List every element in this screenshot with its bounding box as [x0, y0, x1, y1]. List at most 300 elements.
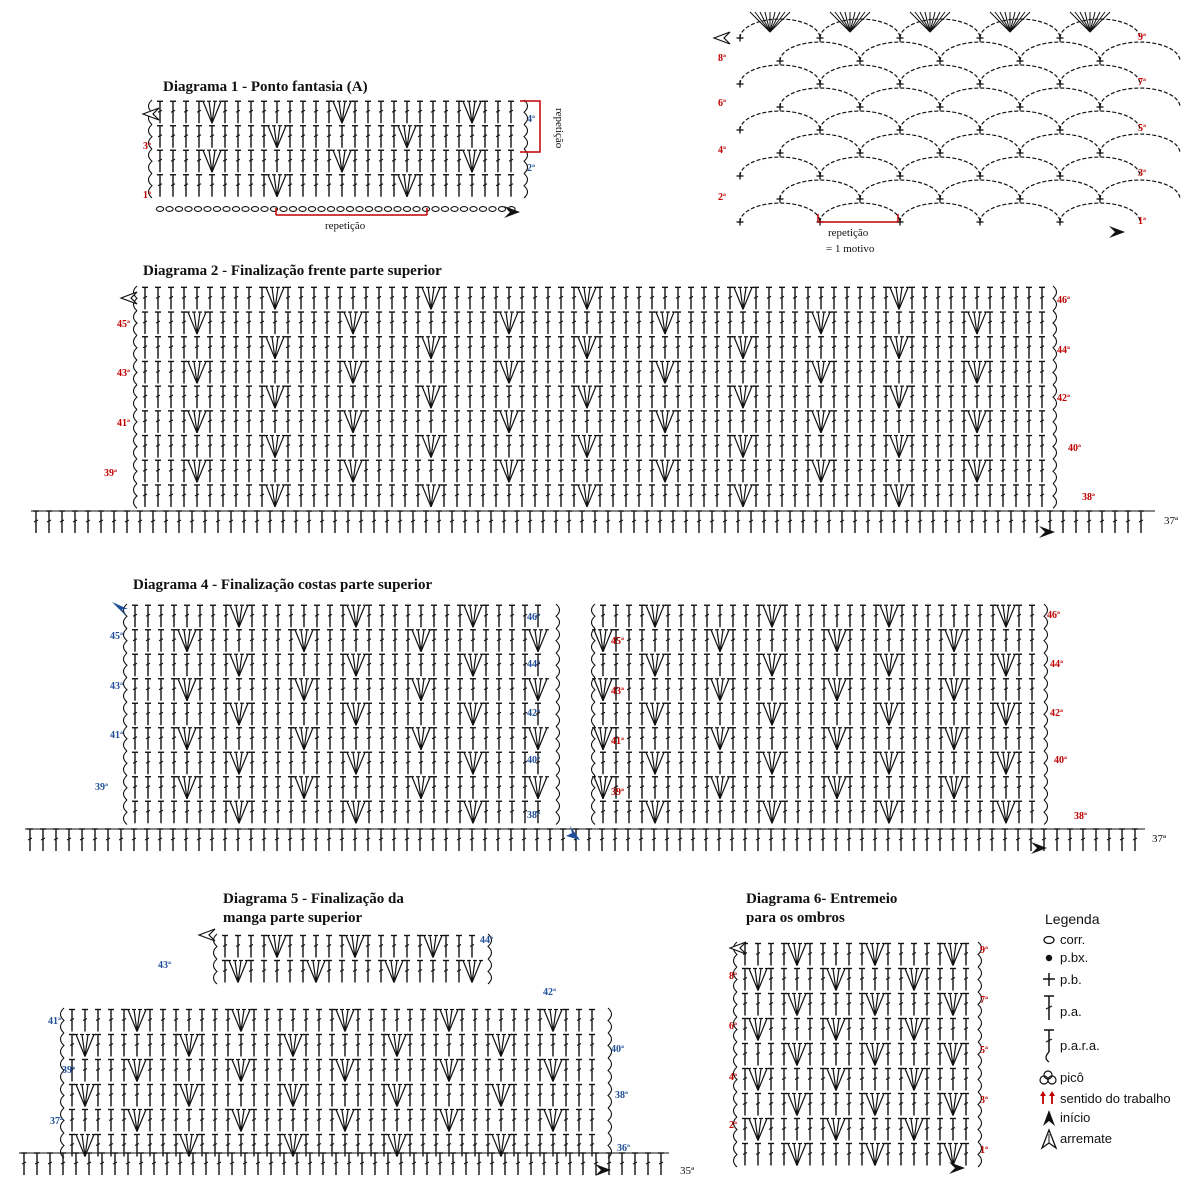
double-crochet — [701, 485, 707, 507]
double-crochet — [872, 1019, 878, 1041]
double-crochet — [147, 1060, 153, 1082]
fan-stitch — [761, 801, 783, 823]
double-crochet — [755, 1144, 761, 1166]
base-double-crochet — [709, 511, 715, 533]
fan-stitch — [266, 936, 288, 958]
double-crochet — [678, 654, 684, 676]
double-crochet — [909, 287, 915, 309]
d2-row-45: 45ª — [117, 319, 130, 330]
double-crochet — [355, 1085, 361, 1107]
base-double-crochet — [560, 829, 566, 851]
double-crochet — [727, 312, 733, 334]
double-crochet — [937, 1144, 943, 1166]
turning-chain — [1053, 360, 1057, 385]
double-crochet — [95, 1085, 101, 1107]
double-crochet — [714, 337, 720, 359]
double-crochet — [157, 150, 163, 172]
double-crochet — [857, 386, 863, 408]
double-crochet — [456, 101, 462, 123]
base-double-crochet — [306, 511, 312, 533]
double-crochet — [352, 150, 358, 172]
double-crochet — [1029, 703, 1035, 725]
chain-arch — [1100, 42, 1180, 61]
double-crochet — [898, 1069, 904, 1091]
double-crochet — [147, 1010, 153, 1032]
fan-stitch — [461, 101, 483, 123]
double-crochet — [337, 287, 343, 309]
double-crochet — [467, 411, 473, 433]
double-crochet — [326, 961, 332, 983]
double-crochet — [937, 1019, 943, 1041]
double-crochet — [610, 287, 616, 309]
double-crochet — [181, 460, 187, 482]
single-crochet — [1097, 104, 1104, 111]
diagram-2 — [31, 263, 1179, 538]
chain-stitch — [413, 207, 420, 212]
double-crochet — [779, 436, 785, 458]
turning-chain — [149, 149, 153, 174]
fan-stitch — [176, 777, 198, 799]
double-crochet — [482, 101, 488, 123]
diagram-3-repeat-label: repetição — [828, 227, 869, 239]
base-double-crochet — [1138, 511, 1144, 533]
double-crochet — [199, 1035, 205, 1057]
double-crochet — [121, 1085, 127, 1107]
double-crochet — [261, 175, 267, 197]
double-crochet — [688, 386, 694, 408]
fan-stitch — [732, 287, 754, 309]
double-crochet — [610, 485, 616, 507]
double-crochet — [376, 485, 382, 507]
double-crochet — [1003, 679, 1009, 701]
double-crochet — [381, 1060, 387, 1082]
d4-row-38-right: 38ª — [1074, 811, 1087, 822]
double-crochet — [935, 361, 941, 383]
double-crochet — [246, 411, 252, 433]
double-crochet — [340, 752, 346, 774]
double-crochet — [168, 312, 174, 334]
fan-stitch — [747, 969, 769, 991]
d2-row-43: 43ª — [117, 368, 130, 379]
fan-stitch — [747, 1119, 769, 1141]
double-crochet — [924, 1094, 930, 1116]
double-crochet — [522, 728, 528, 750]
double-crochet — [472, 1110, 478, 1132]
double-crochet — [925, 605, 931, 627]
double-crochet — [662, 337, 668, 359]
turning-chain — [978, 967, 982, 992]
double-crochet — [550, 1035, 556, 1057]
double-crochet — [132, 703, 138, 725]
double-crochet — [379, 777, 385, 799]
double-crochet — [459, 1085, 465, 1107]
double-crochet — [158, 605, 164, 627]
double-crochet — [405, 752, 411, 774]
double-crochet — [298, 361, 304, 383]
double-crochet — [496, 752, 502, 774]
fan-stitch — [293, 728, 315, 750]
double-crochet — [964, 703, 970, 725]
double-crochet — [376, 337, 382, 359]
double-crochet — [935, 436, 941, 458]
double-crochet — [155, 312, 161, 334]
double-crochet — [911, 1144, 917, 1166]
d1-finish-arrow-icon — [143, 108, 159, 120]
base-double-crochet — [72, 511, 78, 533]
double-crochet — [649, 485, 655, 507]
double-crochet — [820, 1094, 826, 1116]
double-crochet — [743, 679, 749, 701]
fan-stitch — [186, 460, 208, 482]
double-crochet — [794, 969, 800, 991]
double-crochet — [132, 605, 138, 627]
double-crochet — [121, 1010, 127, 1032]
base-double-crochet — [66, 829, 72, 851]
double-crochet — [173, 1085, 179, 1107]
double-crochet — [639, 777, 645, 799]
double-crochet — [235, 936, 241, 958]
base-double-crochet — [404, 829, 410, 851]
double-crochet — [181, 411, 187, 433]
fan-stitch — [943, 630, 965, 652]
fan-stitch — [305, 961, 327, 983]
double-crochet — [181, 337, 187, 359]
double-crochet — [311, 361, 317, 383]
double-crochet — [704, 679, 710, 701]
double-crochet — [768, 994, 774, 1016]
double-crochet — [613, 801, 619, 823]
double-crochet — [924, 994, 930, 1016]
base-double-crochet — [163, 511, 169, 533]
turning-chain — [734, 1092, 738, 1117]
base-double-crochet — [320, 1153, 326, 1175]
double-crochet — [431, 777, 437, 799]
double-crochet — [860, 801, 866, 823]
fan-stitch — [420, 337, 442, 359]
double-crochet — [145, 605, 151, 627]
double-crochet — [220, 361, 226, 383]
double-crochet — [337, 460, 343, 482]
double-crochet — [158, 801, 164, 823]
chain-arch — [740, 157, 820, 176]
double-crochet — [389, 460, 395, 482]
double-crochet — [311, 485, 317, 507]
double-crochet — [821, 654, 827, 676]
double-crochet — [363, 411, 369, 433]
double-crochet — [623, 287, 629, 309]
d2-row-42: 42ª — [1057, 393, 1070, 404]
double-crochet — [441, 436, 447, 458]
base-double-crochet — [215, 511, 221, 533]
double-crochet — [727, 436, 733, 458]
double-crochet — [392, 703, 398, 725]
chain-arch — [740, 203, 820, 222]
double-crochet — [951, 703, 957, 725]
double-crochet — [964, 801, 970, 823]
double-crochet — [285, 361, 291, 383]
chain-stitch — [451, 207, 458, 212]
double-crochet — [184, 752, 190, 774]
double-crochet — [576, 1085, 582, 1107]
double-crochet — [186, 1110, 192, 1132]
double-crochet — [259, 386, 265, 408]
double-crochet — [779, 386, 785, 408]
fan-stitch — [709, 777, 731, 799]
top-fan-stitch — [1080, 12, 1090, 32]
double-crochet — [844, 436, 850, 458]
fan-stitch — [942, 1094, 964, 1116]
double-crochet — [704, 801, 710, 823]
fan-stitch — [438, 1010, 460, 1032]
double-crochet — [1039, 287, 1045, 309]
double-crochet — [563, 1110, 569, 1132]
double-crochet — [885, 994, 891, 1016]
double-crochet — [184, 801, 190, 823]
double-crochet — [155, 361, 161, 383]
base-double-crochet — [995, 511, 1001, 533]
double-crochet — [444, 630, 450, 652]
double-crochet — [610, 411, 616, 433]
double-crochet — [483, 801, 489, 823]
double-crochet — [259, 361, 265, 383]
double-crochet — [558, 361, 564, 383]
double-crochet — [912, 679, 918, 701]
base-double-crochet — [982, 511, 988, 533]
double-crochet — [756, 728, 762, 750]
double-crochet — [909, 460, 915, 482]
double-crochet — [563, 1060, 569, 1082]
double-crochet — [132, 801, 138, 823]
double-crochet — [431, 654, 437, 676]
double-crochet — [402, 411, 408, 433]
double-crochet — [420, 1035, 426, 1057]
double-crochet — [197, 605, 203, 627]
chain-stitch — [194, 207, 201, 212]
single-crochet — [1057, 127, 1064, 134]
d1-row-3: 3ª — [143, 141, 151, 152]
double-crochet — [532, 287, 538, 309]
double-crochet — [558, 411, 564, 433]
fan-stitch — [864, 1094, 886, 1116]
double-crochet — [223, 777, 229, 799]
double-crochet — [766, 361, 772, 383]
double-crochet — [821, 679, 827, 701]
double-crochet — [691, 728, 697, 750]
base-double-crochet — [1034, 511, 1040, 533]
base-double-crochet — [937, 829, 943, 851]
double-crochet — [428, 361, 434, 383]
turning-chain — [1044, 702, 1048, 727]
double-crochet — [352, 175, 358, 197]
double-crochet — [701, 361, 707, 383]
double-crochet — [288, 654, 294, 676]
base-double-crochet — [495, 829, 501, 851]
chain-stitch — [441, 207, 448, 212]
double-crochet — [1003, 630, 1009, 652]
double-crochet — [249, 728, 255, 750]
double-crochet — [924, 1044, 930, 1066]
double-crochet — [678, 605, 684, 627]
single-crochet — [817, 81, 824, 88]
double-crochet — [987, 460, 993, 482]
double-crochet — [467, 386, 473, 408]
double-crochet — [610, 337, 616, 359]
double-crochet — [342, 1085, 348, 1107]
double-crochet — [990, 752, 996, 774]
double-crochet — [558, 386, 564, 408]
double-crochet — [925, 801, 931, 823]
double-crochet — [480, 386, 486, 408]
double-crochet — [469, 936, 475, 958]
double-crochet — [951, 605, 957, 627]
double-crochet — [859, 1119, 865, 1141]
fan-stitch — [186, 312, 208, 334]
double-crochet — [781, 1144, 787, 1166]
base-double-crochet — [1086, 511, 1092, 533]
double-crochet — [298, 460, 304, 482]
fan-stitch — [761, 605, 783, 627]
double-crochet — [220, 287, 226, 309]
double-crochet — [740, 460, 746, 482]
double-crochet — [937, 969, 943, 991]
double-crochet — [714, 312, 720, 334]
double-crochet — [420, 1085, 426, 1107]
double-crochet — [834, 654, 840, 676]
double-crochet — [688, 436, 694, 458]
double-crochet — [365, 936, 371, 958]
double-crochet — [691, 752, 697, 774]
double-crochet — [766, 485, 772, 507]
base-double-crochet — [1132, 829, 1138, 851]
chain-arch — [780, 180, 860, 199]
chain-arch — [1060, 111, 1140, 130]
base-double-crochet — [1093, 829, 1099, 851]
double-crochet — [662, 386, 668, 408]
double-crochet — [922, 361, 928, 383]
double-crochet — [342, 1035, 348, 1057]
double-crochet — [249, 777, 255, 799]
double-crochet — [428, 312, 434, 334]
double-crochet — [649, 361, 655, 383]
fan-stitch — [826, 777, 848, 799]
double-crochet — [571, 361, 577, 383]
double-crochet — [428, 460, 434, 482]
double-crochet — [355, 1035, 361, 1057]
double-crochet — [948, 312, 954, 334]
double-crochet — [794, 1019, 800, 1041]
double-crochet — [457, 679, 463, 701]
double-crochet — [168, 411, 174, 433]
base-double-crochet — [677, 829, 683, 851]
double-crochet — [262, 679, 268, 701]
double-crochet — [210, 777, 216, 799]
double-crochet — [69, 1085, 75, 1107]
double-crochet — [808, 654, 814, 676]
double-crochet — [329, 1060, 335, 1082]
base-double-crochet — [339, 829, 345, 851]
base-double-crochet — [898, 829, 904, 851]
double-crochet — [495, 175, 501, 197]
base-double-crochet — [534, 829, 540, 851]
turning-chain — [134, 434, 138, 459]
double-crochet — [287, 936, 293, 958]
double-crochet — [922, 386, 928, 408]
fan-stitch — [826, 679, 848, 701]
double-crochet — [184, 654, 190, 676]
double-crochet — [922, 411, 928, 433]
double-crochet — [459, 1110, 465, 1132]
double-crochet — [623, 411, 629, 433]
double-crochet — [925, 752, 931, 774]
double-crochet — [924, 969, 930, 991]
double-crochet — [233, 460, 239, 482]
double-crochet — [990, 728, 996, 750]
d4-row-41-mid: 41ª — [611, 736, 624, 747]
double-crochet — [833, 1044, 839, 1066]
double-crochet — [756, 801, 762, 823]
chain-arch — [1020, 42, 1100, 61]
double-crochet — [782, 654, 788, 676]
double-crochet — [649, 460, 655, 482]
double-crochet — [392, 605, 398, 627]
double-crochet — [600, 752, 606, 774]
single-crochet — [817, 35, 824, 42]
double-crochet — [912, 728, 918, 750]
single-crochet — [1017, 150, 1024, 157]
single-crochet — [737, 219, 744, 226]
double-crochet — [326, 936, 332, 958]
svg-text:p.b.: p.b. — [1060, 972, 1082, 987]
double-crochet — [454, 287, 460, 309]
base-double-crochet — [410, 511, 416, 533]
base-double-crochet — [319, 511, 325, 533]
double-crochet — [831, 460, 837, 482]
double-crochet — [961, 436, 967, 458]
double-crochet — [589, 1110, 595, 1132]
double-crochet — [441, 411, 447, 433]
double-crochet — [938, 752, 944, 774]
double-crochet — [298, 312, 304, 334]
fan-stitch — [345, 605, 367, 627]
double-crochet — [457, 801, 463, 823]
double-crochet — [948, 460, 954, 482]
double-crochet — [457, 703, 463, 725]
turning-chain — [556, 629, 560, 654]
double-crochet — [961, 386, 967, 408]
fan-stitch — [576, 287, 598, 309]
base-double-crochet — [46, 511, 52, 533]
double-crochet — [454, 386, 460, 408]
double-crochet — [405, 728, 411, 750]
double-crochet — [545, 386, 551, 408]
fan-stitch — [888, 287, 910, 309]
double-crochet — [636, 312, 642, 334]
turning-chain — [1053, 410, 1057, 435]
double-crochet — [420, 1110, 426, 1132]
single-crochet — [1017, 196, 1024, 203]
double-crochet — [171, 777, 177, 799]
double-crochet — [704, 605, 710, 627]
double-crochet — [714, 436, 720, 458]
svg-text:picô: picô — [1060, 1070, 1084, 1085]
double-crochet — [537, 1085, 543, 1107]
fan-stitch — [282, 1085, 304, 1107]
double-crochet — [961, 485, 967, 507]
double-crochet — [246, 386, 252, 408]
chain-stitch — [489, 207, 496, 212]
double-crochet — [964, 777, 970, 799]
fan-stitch — [761, 703, 783, 725]
